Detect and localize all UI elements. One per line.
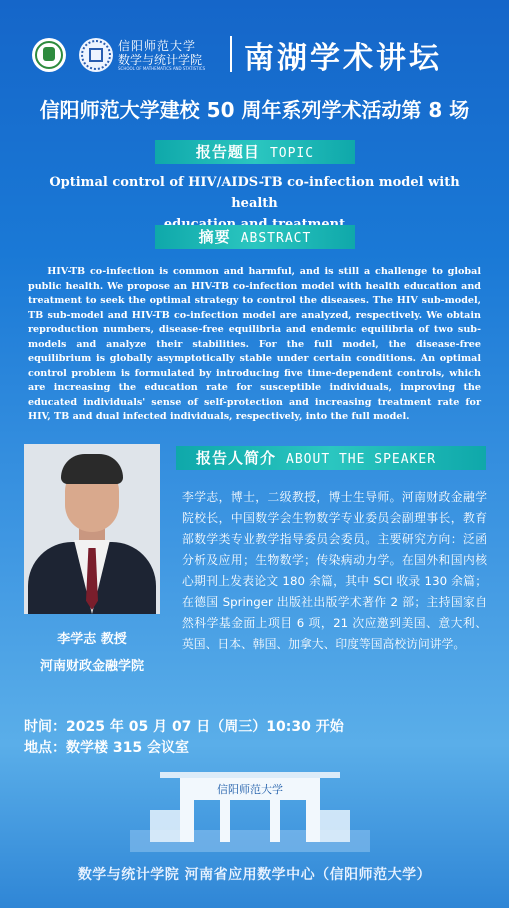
- college-name: 数学与统计学院: [118, 53, 203, 67]
- university-gate-illustration: [130, 770, 370, 852]
- forum-title: 南湖学术讲坛: [244, 41, 442, 76]
- series-title: 信阳师范大学建校 50 周年系列学术活动第 8 场: [39, 98, 470, 122]
- topic-banner: [155, 140, 355, 164]
- header-divider: [230, 36, 232, 72]
- college-emblem-logo: [79, 38, 113, 72]
- speaker-name: 李学志 教授: [57, 632, 127, 647]
- abstract-label-cn: 摘要: [198, 228, 231, 246]
- talk-title-line1: Optimal control of HIV/AIDS-TB co-infection model with health: [49, 175, 460, 211]
- abstract-banner: [155, 225, 355, 249]
- speaker-label-en: ABOUT THE SPEAKER: [286, 452, 437, 467]
- gate-sign-text: 信阳师范大学: [217, 783, 283, 796]
- speaker-bio: 李学志，博士，二级教授，博士生导师。河南财政金融学院校长，中国数学会生物数学专业委员会副理事长，教育部数学类专业教学指导委员会委员。主要研究方向：泛函分析及应用；生物数学；传染病动力学。在国外和国内核心期刊上发表论文 180 余篇，其中 SCI 收录 130 余篇；在德国 Springer 出版社出版学术著作 2 部；主持国家自然科学基金面上项目 6 项，21 次应邀到美国、意大利、英国、日本、韩国、加拿大、印度等国高校访问讲学。: [182, 490, 487, 651]
- university-emblem-logo: [32, 38, 66, 72]
- speaker-photo: [24, 444, 160, 614]
- speaker-label-cn: 报告人简介: [196, 449, 277, 467]
- abstract-text: HIV-TB co-infection is common and harmful, and is still a challenge to global public health. We propose an HIV-TB co-infection model with health education and treatment to seek the optimal strategy to control the diseases. The HIV sub-model, TB sub-model and HIV-TB co-infection model are analyzed, respectively. We obtain reproduction numbers, disease-free equilibria and endemic equilibria of two sub-models and analyze their stabilities. For the full model, the disease-free equilibrium is globally asymptotically stable under certain conditions. An optimal control problem is formulated by introducing five time-dependent controls, which are increasing the education rate for susceptible individuals, improving the educated individuals' sense of self-protection and increasing treatment rate for HIV, TB and dual infected individuals, respectively, into the full model.: [28, 266, 481, 422]
- speaker-banner: [176, 446, 486, 470]
- abstract-label-en: ABSTRACT: [240, 231, 312, 246]
- event-time: 时间：2025 年 05 月 07 日（周三）10:30 开始: [24, 719, 344, 735]
- topic-label-cn: 报告题目: [195, 143, 260, 161]
- footer-organizers: 数学与统计学院 河南省应用数学中心（信阳师范大学）: [77, 867, 432, 883]
- college-subtitle: SCHOOL OF MATHEMATICS AND STATISTICS: [118, 66, 206, 71]
- topic-label-en: TOPIC: [269, 146, 315, 161]
- school-name: 信阳师范大学: [118, 39, 197, 53]
- event-place: 地点：数学楼 315 会议室: [24, 740, 189, 756]
- speaker-affiliation: 河南财政金融学院: [39, 659, 144, 674]
